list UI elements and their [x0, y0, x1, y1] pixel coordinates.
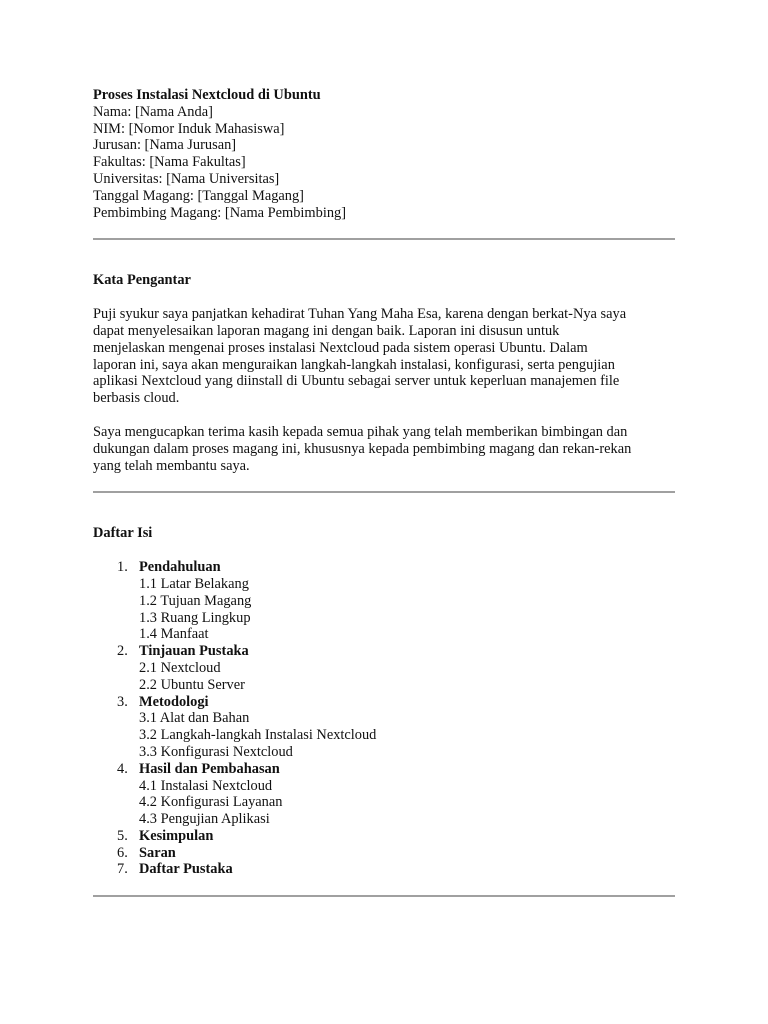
- toc-item-metodologi: [93, 694, 675, 761]
- toc-title: Hasil dan Pembahasan: [139, 760, 280, 777]
- toc-item-daftar-pustaka: [93, 861, 675, 878]
- toc-subitem: 1.3 Ruang Lingkup: [139, 609, 251, 626]
- toc-number: 7.: [117, 861, 128, 878]
- toc-subitem: 1.2 Tujuan Magang: [139, 592, 252, 609]
- toc-title: Pendahuluan: [139, 559, 221, 576]
- paragraph-line: Puji syukur saya panjatkan kehadirat Tuhan Yang Maha Esa, karena dengan berkat-Nya saya: [93, 306, 627, 323]
- toc-item-pendahuluan: [93, 559, 675, 643]
- toc-number: 2.: [117, 643, 128, 660]
- toc-title: Daftar Pustaka: [139, 861, 233, 878]
- field-jurusan: Jurusan: [Nama Jurusan]: [93, 137, 237, 154]
- toc-subitem: 1.4 Manfaat: [139, 626, 209, 643]
- kata-pengantar-paragraph-2: [93, 424, 675, 474]
- toc-item-hasil-dan-pembahasan: [93, 761, 675, 828]
- divider: [93, 491, 675, 493]
- daftar-isi-heading: Daftar Isi: [93, 525, 153, 542]
- paragraph-line: aplikasi Nextcloud yang diinstall di Ubuntu sebagai server untuk keperluan manajemen file: [93, 373, 620, 390]
- field-pembimbing-magang: Pembimbing Magang: [Nama Pembimbing]: [93, 204, 347, 221]
- paragraph-line: yang telah membantu saya.: [93, 457, 250, 474]
- field-nama: Nama: [Nama Anda]: [93, 103, 213, 120]
- document-header: [93, 87, 675, 221]
- toc-number: 3.: [117, 693, 128, 710]
- toc-number: 5.: [117, 827, 128, 844]
- toc-subitem: 4.2 Konfigurasi Layanan: [139, 794, 283, 811]
- toc-title: Metodologi: [139, 693, 209, 710]
- field-tanggal-magang: Tanggal Magang: [Tanggal Magang]: [93, 187, 304, 204]
- divider: [93, 895, 675, 897]
- toc-title: Saran: [139, 844, 176, 861]
- paragraph-line: laporan ini, saya akan menguraikan langkah-langkah instalasi, konfigurasi, serta pengujian: [93, 356, 615, 373]
- document-title: Proses Instalasi Nextcloud di Ubuntu: [93, 87, 321, 103]
- toc-item-saran: [93, 845, 675, 862]
- toc-subitem: 3.1 Alat dan Bahan: [139, 710, 250, 727]
- toc-subitem: 3.2 Langkah-langkah Instalasi Nextcloud: [139, 727, 377, 744]
- toc-subitem: 1.1 Latar Belakang: [139, 575, 249, 592]
- toc-item-kesimpulan: [93, 828, 675, 845]
- toc-number: 6.: [117, 844, 128, 861]
- kata-pengantar-paragraph-1: [93, 306, 675, 407]
- table-of-contents: [93, 559, 675, 878]
- toc-number: 1.: [117, 559, 128, 576]
- toc-subitem: 4.3 Pengujian Aplikasi: [139, 811, 270, 828]
- toc-subitem: 2.1 Nextcloud: [139, 659, 221, 676]
- daftar-isi-section: [93, 525, 675, 878]
- kata-pengantar-section: [93, 272, 675, 474]
- document-page: [93, 87, 675, 897]
- field-fakultas: Fakultas: [Nama Fakultas]: [93, 154, 246, 171]
- divider: [93, 238, 675, 240]
- toc-title: Tinjauan Pustaka: [139, 643, 249, 660]
- toc-subitem: 4.1 Instalasi Nextcloud: [139, 777, 273, 794]
- toc-title: Kesimpulan: [139, 827, 214, 844]
- paragraph-line: dukungan dalam proses magang ini, khususnya kepada pembimbing magang dan rekan-rekan: [93, 440, 632, 457]
- field-nim: NIM: [Nomor Induk Mahasiswa]: [93, 120, 285, 137]
- paragraph-line: menjelaskan mengenai proses instalasi Nextcloud pada sistem operasi Ubuntu. Dalam: [93, 339, 588, 356]
- kata-pengantar-heading: Kata Pengantar: [93, 272, 191, 289]
- paragraph-line: berbasis cloud.: [93, 390, 180, 407]
- paragraph-line: dapat menyelesaikan laporan magang ini dengan baik. Laporan ini disusun untuk: [93, 322, 560, 339]
- toc-subitem: 2.2 Ubuntu Server: [139, 676, 245, 693]
- toc-subitem: 3.3 Konfigurasi Nextcloud: [139, 743, 293, 760]
- paragraph-line: Saya mengucapkan terima kasih kepada semua pihak yang telah memberikan bimbingan dan: [93, 423, 628, 440]
- toc-number: 4.: [117, 760, 128, 777]
- field-universitas: Universitas: [Nama Universitas]: [93, 170, 280, 187]
- toc-item-tinjauan-pustaka: [93, 643, 675, 693]
